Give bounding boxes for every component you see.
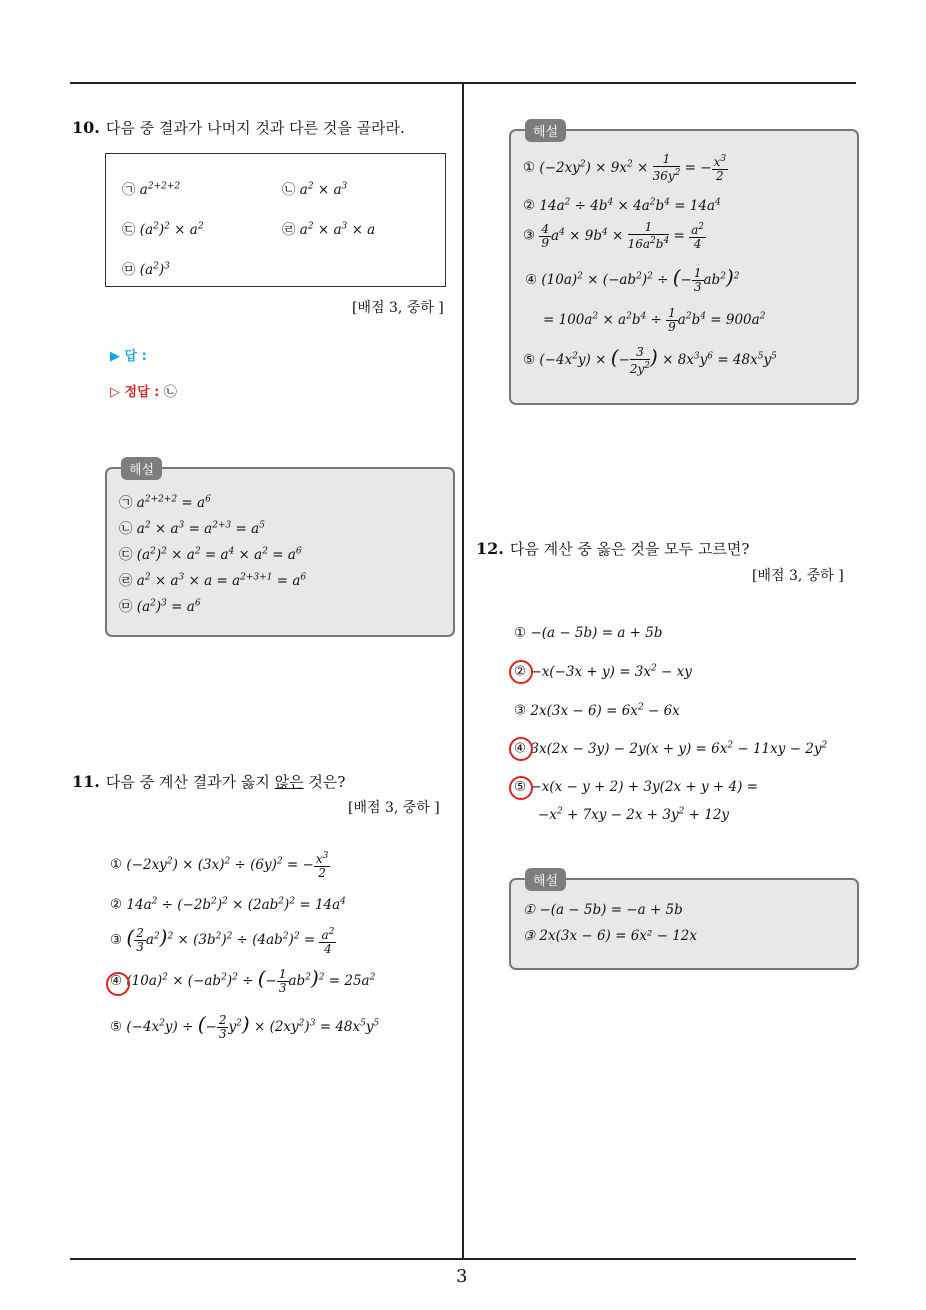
q12-solution-box	[509, 874, 859, 970]
q12-solution-line-2: ③ 2x(3x − 6) = 6x² − 12x	[523, 928, 698, 944]
q11-solution-line-5: = $100a^2 \times a^2b^4$ ÷ $\frac{1}{9}$ $a^2b^4 = 900a^2$	[543, 306, 766, 334]
q10-correct-value: ㉡	[163, 385, 177, 400]
q10-option-2[interactable]: ㉡ $a^2 \times a^3$	[282, 181, 348, 198]
q11-number: 11.	[72, 772, 100, 791]
bottom-rule	[70, 1258, 856, 1260]
q11-solution-line-2: ② $14a^2 \div 4b^4 \times 4a^2b^4 = 14a^4$	[523, 197, 721, 214]
q10-score: [배점 3, 중하 ]	[352, 300, 444, 316]
q10-correct-label: ▷ 정답 : ㉡	[110, 385, 177, 400]
q12-solution-tag: 해설	[525, 868, 566, 891]
q10-solution-line-1: ㉠ $a^{2+2+2} = a^6$	[119, 494, 211, 511]
q10-solution-tag: 해설	[121, 457, 162, 480]
q12-circle-4	[509, 737, 533, 761]
q11-underlined: 않은	[274, 773, 304, 791]
q10-solution-box	[105, 463, 455, 637]
q11-option-4[interactable]: ④ $(10a)^2 \times (-ab^2)^2$ ÷ (− $\frac{1}{3}$ $ab^2)^2 = 25a^2$	[110, 966, 376, 995]
q10-options-box	[105, 153, 446, 287]
q12-option-5-cont: $-x^2 + 7xy - 2x + 3y^2 + 12y$	[538, 806, 730, 823]
q11-title: 11. 다음 중 계산 결과가 옳지 않은 것은?	[72, 772, 346, 791]
q11-solution-line-6: ⑤ $(-4x^2y)$ × (− $\frac{3}{2y^2}$ ) × $8x^3y^6 = 48x^5y^5$	[523, 344, 777, 376]
q11-solution-line-4: ④ $(10a)^2 \times (-ab^2)^2$ ÷ (− $\frac{1}{3}$ $ab^2)^2$	[525, 265, 740, 294]
q12-solution-line-1: ① −(a − 5b) = −a + 5b	[523, 902, 683, 918]
q10-option-3[interactable]: ㉢ $(a^2)^2 \times a^2$	[122, 221, 204, 238]
q11-option-3[interactable]: ③ ( $\frac{2}{3}$ $a^2)^2 \times (3b^2)^2 \div (4ab^2)^2$ = $\frac{a^2}{4}$	[110, 925, 335, 956]
q12-option-4[interactable]: ④ $3x(2x - 3y) - 2y(x + y) = 6x^2 - 11xy - 2y^2$	[514, 740, 828, 757]
q10-solution-line-2: ㉡ $a^2 \times a^3 = a^{2+3} = a^5$	[119, 520, 265, 537]
q11-solution-line-3: ③ $\frac{4}{9}$ $a^4 \times 9b^4$ × $\frac{1}{16a^2b^4}$ = $\frac{a^2}{4}$	[523, 220, 704, 251]
q11-solution-tag: 해설	[525, 119, 566, 142]
q12-number: 12.	[476, 539, 504, 558]
q10-text: 다음 중 결과가 나머지 것과 다른 것을 골라라.	[105, 119, 405, 137]
q10-title	[72, 117, 405, 138]
column-divider	[462, 82, 464, 1259]
q10-answer-label: ▶ 답 :	[110, 349, 147, 364]
q10-number: 10.	[72, 118, 100, 137]
q12-circle-2	[509, 660, 533, 684]
q11-option-1[interactable]: ① $(-2xy^2) \times (3x)^2 \div (6y)^2$ = − $\frac{x^3}{2}$	[110, 851, 329, 880]
q10-option-4[interactable]: ㉣ $a^2 \times a^3 \times a$	[282, 221, 376, 238]
q12-option-5[interactable]: ⑤ −x(x − y + 2) + 3y(2x + y + 4) =	[514, 779, 758, 795]
q11-score: [배점 3, 중하 ]	[348, 800, 440, 816]
q12-option-3[interactable]: ③ $2x(3x - 6) = 6x^2 - 6x$	[514, 702, 680, 719]
q11-solution-line-1: ① $(-2xy^2) \times 9x^2$ × $\frac{1}{36y^2}$ = − $\frac{x^3}{2}$	[523, 152, 727, 183]
q10-solution-line-5: ㉤ $(a^2)^3 = a^6$	[119, 598, 201, 615]
q11-circle-4	[106, 972, 130, 996]
q12-score: [배점 3, 중하 ]	[752, 568, 844, 584]
q11-solution-box	[509, 125, 859, 405]
q10-solution-line-4: ㉣ $a^2 \times a^3 \times a = a^{2+3+1} = a^6$	[119, 572, 307, 589]
q12-text: 다음 계산 중 옳은 것을 모두 고르면?	[509, 540, 750, 558]
q12-option-2[interactable]: ② $-x(-3x + y) = 3x^2$ − xy	[514, 663, 692, 680]
q10-option-5[interactable]: ㉤ $(a^2)^3$	[122, 261, 170, 278]
q11-option-5[interactable]: ⑤ $(-4x^2y)$ ÷ (− $\frac{2}{3}$ $y^2) \times (2xy^2)^3 = 48x^5y^5$	[110, 1012, 380, 1041]
q11-option-2[interactable]: ② $14a^2 \div (-2b^2)^2 \times (2ab^2)^2 = 14a^4$	[110, 896, 346, 913]
q10-option-1[interactable]: ㉠ $a^{2+2+2}$	[122, 181, 181, 198]
q12-circle-5	[509, 776, 533, 800]
q10-solution-line-3: ㉢ $(a^2)^2 \times a^2 = a^4 \times a^2 = a^6$	[119, 546, 302, 563]
q12-option-1[interactable]: ① −(a − 5b) = a + 5b	[514, 625, 663, 641]
page-number: 3	[456, 1266, 468, 1287]
q12-title	[476, 538, 749, 559]
